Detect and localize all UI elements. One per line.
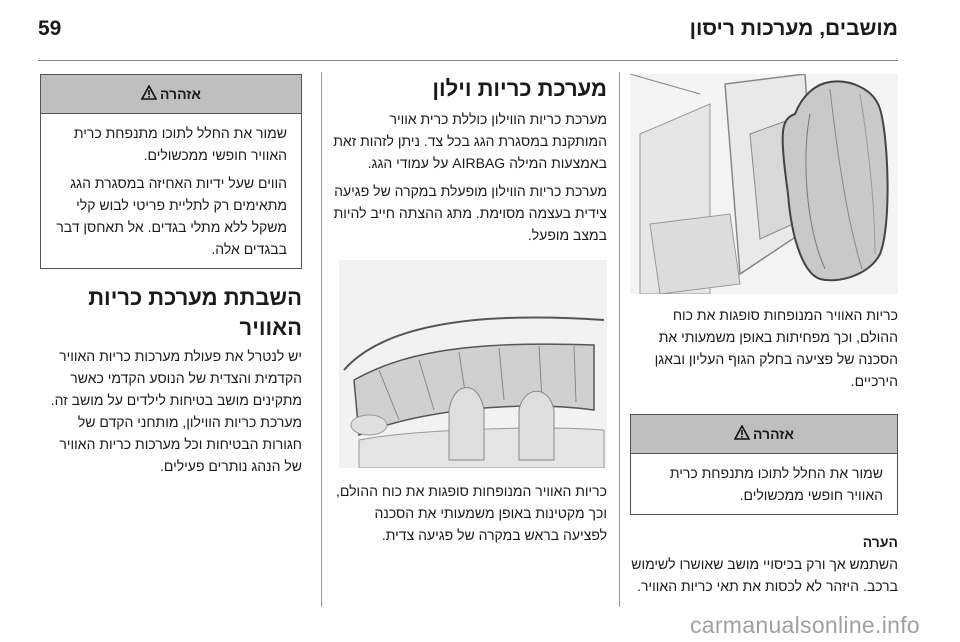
warning-triangle-icon bbox=[734, 425, 750, 443]
watermark: carmanualsonline.info bbox=[689, 612, 920, 638]
seat-airbag-caption: כריות האוויר המנופחות סופגות את כוח ההולם, וכך מפחיתות באופן משמעותי את הסכנה של פציעה בחלק הגוף העליון ובאגן הירכיים. bbox=[654, 307, 898, 389]
airbag-deactivation-heading: השבתת מערכת כריות האוויר bbox=[88, 285, 302, 340]
curtain-airbag-illustration bbox=[339, 260, 607, 468]
note-title: הערה bbox=[862, 534, 898, 550]
warning-text: שמור את החלל לתוכו מתנפחת כרית האוויר חופשי ממכשולים. bbox=[669, 465, 883, 503]
header-divider bbox=[38, 60, 898, 61]
warning-title-left: אזהרה bbox=[160, 86, 201, 102]
page-title: מושבים, מערכות ריסון bbox=[689, 17, 898, 40]
curtain-airbag-paragraph-2: מערכת כריות הווילון מופעלת במקרה של פגיעה צידית בעצמה מסוימת. מתג ההצתה חייב להיות במצב מופעל. bbox=[333, 183, 607, 243]
curtain-airbag-heading: מערכת כריות וילון bbox=[432, 76, 607, 101]
right-column bbox=[630, 74, 898, 597]
page-number: 59 bbox=[38, 17, 62, 40]
column-divider-right bbox=[619, 72, 620, 607]
warning-text-left-1: שמור את החלל לתוכו מתנפחת כרית האוויר חופשי ממכשולים. bbox=[73, 125, 287, 163]
warning-text-left-2: הווים שעל ידיות האחיזה במסגרת הגג מתאימים רק לתליית פריטי לבוש קלי משקל ללא מתלי בגדים. אל תאחסן דבר בבגדים אלה. bbox=[56, 175, 287, 257]
curtain-airbag-paragraph-1: מערכת כריות הווילון כוללת כרית אוויר המותקנת במסגרת הגג בכל צד. ניתן לזהות זאת באמצעות המילה AIRBAG על עמודי הגג. bbox=[333, 111, 607, 171]
warning-triangle-icon bbox=[141, 85, 157, 103]
page-header bbox=[0, 0, 960, 62]
middle-column bbox=[333, 74, 607, 546]
curtain-airbag-caption: כריות האוויר המנופחות סופגות את כוח ההולם, וכך מקטינות באופן משמעותי את הסכנה לפציעה בראש במקרה של פגיעה צדית. bbox=[336, 483, 607, 543]
warning-header-left bbox=[41, 75, 301, 114]
seat-airbag-illustration bbox=[630, 74, 898, 294]
warning-box bbox=[630, 414, 898, 515]
warning-box-left bbox=[40, 74, 302, 269]
airbag-deactivation-paragraph: יש לנטרל את פעולת מערכות כריות האוויר הקדמית והצדית של הנוסע הקדמי כאשר מתקינים מושב בטיחות לילדים על מושב זה. מערכת כריות הווילון, מותחני הקדם של חגורות הבטיחות וכל מערכות כריות האוויר של הנהג נותרים פעילים. bbox=[50, 348, 302, 474]
warning-title: אזהרה bbox=[753, 426, 794, 442]
left-column bbox=[40, 74, 302, 477]
warning-header bbox=[631, 415, 897, 454]
column-divider-left bbox=[321, 72, 322, 607]
note-text: השתמש אך ורק בכיסויי מושב שאושרו לשימוש ברכב. היזהר לא לכסות את תאי כריות האוויר. bbox=[631, 556, 898, 594]
